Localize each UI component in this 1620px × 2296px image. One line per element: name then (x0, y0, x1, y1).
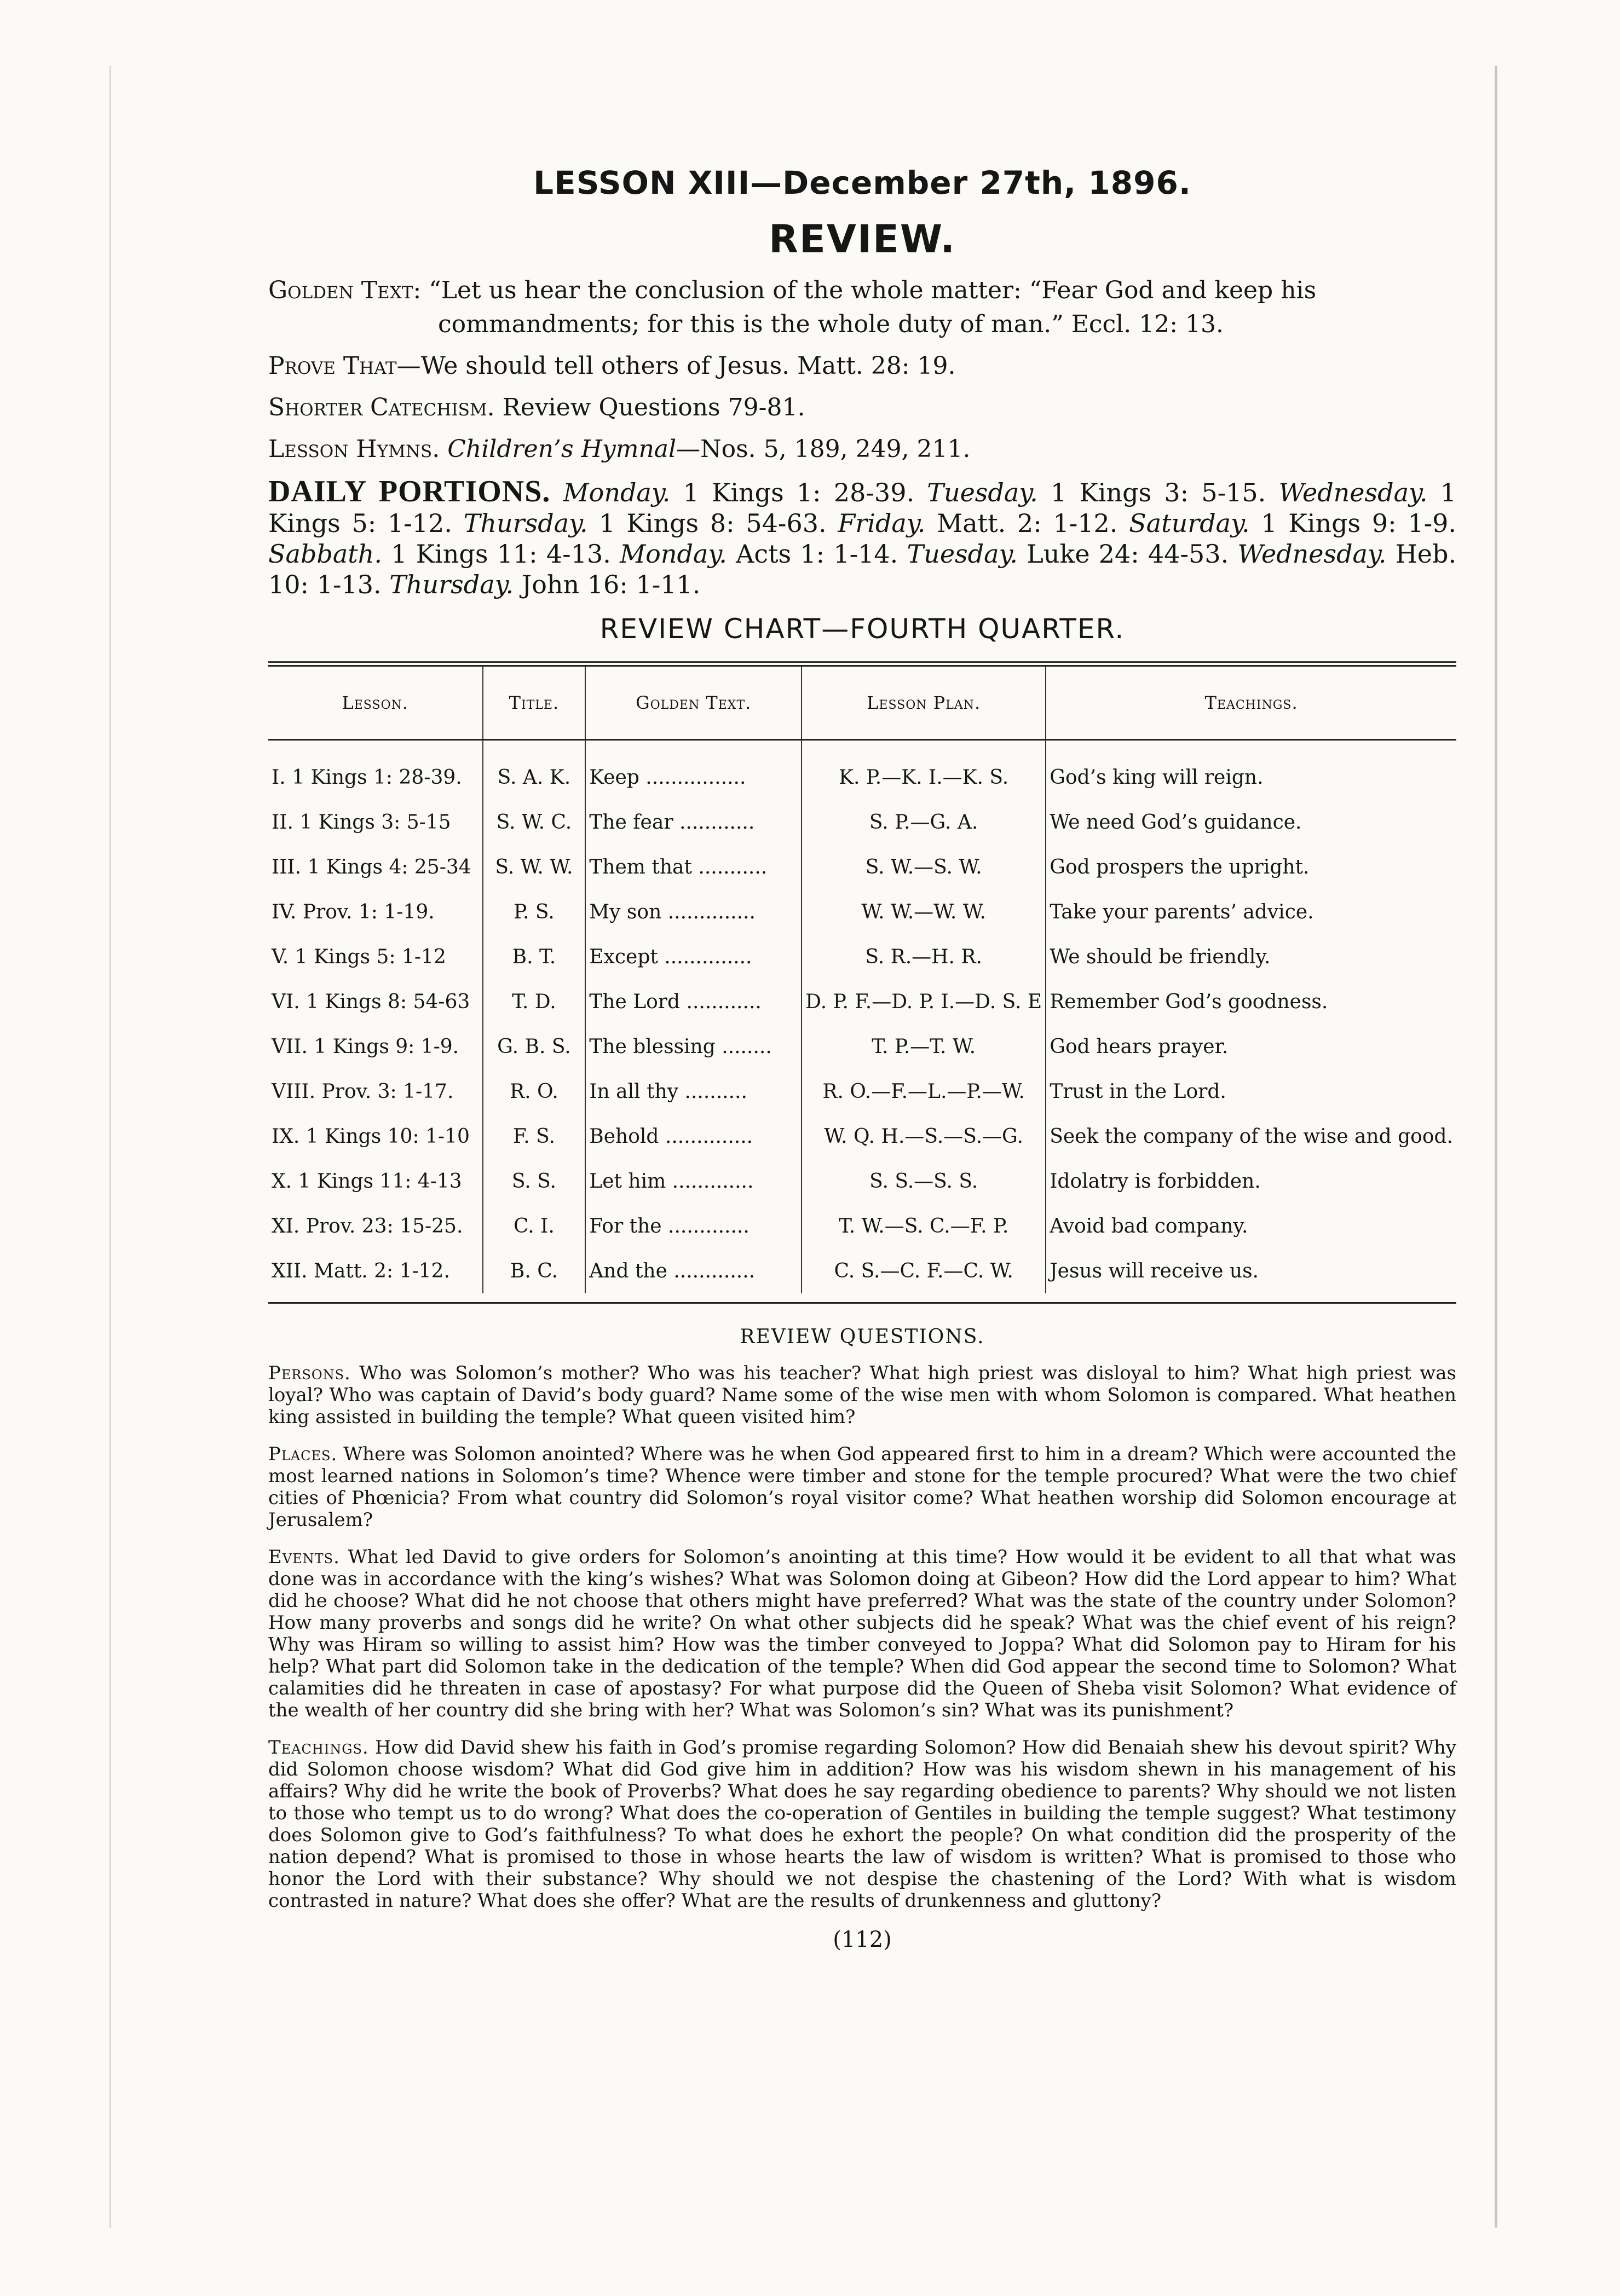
cell-lesson: IV. Prov. 1: 1-19. (272, 900, 435, 923)
chart-row (268, 1248, 1456, 1293)
cell-lesson-plan: K. P.—K. I.—K. S. (802, 740, 1046, 800)
col-title-header: Title. (483, 667, 586, 740)
chart-row (268, 979, 1456, 1024)
cell-golden-text: The fear ............ (585, 800, 802, 845)
chart-header-row (268, 667, 1456, 740)
persons-label: Persons. (268, 1362, 351, 1384)
cell-title: S. S. (483, 1159, 586, 1204)
chart-row (268, 845, 1456, 889)
scan-margin-right (1495, 66, 1497, 2228)
cell-teaching: God hears prayer. (1046, 1024, 1456, 1069)
prove-that-line (268, 349, 1456, 383)
daily-reference: 1 Kings 8: 54-63. (599, 508, 827, 538)
places-text: Where was Solomon anointed? Where was he when God appeared first to him in a dream? Which were accounted the most learned nations in Solomon’s time? Whence were timber and stone for the temple procured? What were the two chief cities of Phœnicia? From what country did Solomon’s royal visitor come? What heathen worship did Solomon encourage at Jerusalem? (268, 1443, 1456, 1531)
cell-lesson: X. 1 Kings 11: 4-13 (272, 1170, 462, 1193)
scan-margin-left (109, 66, 111, 2228)
cell-lesson-plan: S. P.—G. A. (802, 800, 1046, 845)
cell-lesson-plan: W. W.—W. W. (802, 889, 1046, 934)
cell-golden-text: The blessing ........ (585, 1024, 802, 1069)
daily-day: Wednesday. (1278, 478, 1428, 507)
cell-golden-text: Them that ........... (585, 845, 802, 889)
cell-golden-text: In all thy .......... (585, 1069, 802, 1114)
daily-portions (268, 476, 1456, 600)
cell-lesson: XII. Matt. 2: 1-12. (272, 1259, 450, 1282)
cell-title: P. S. (483, 889, 586, 934)
cell-teaching: Take your parents’ advice. (1046, 889, 1456, 934)
cell-lesson-plan: S. S.—S. S. (802, 1159, 1046, 1204)
cell-lesson-plan: W. Q. H.—S.—S.—G. (802, 1114, 1046, 1159)
events-paragraph (268, 1546, 1456, 1721)
cell-title: S. W. C. (483, 800, 586, 845)
review-chart-table (268, 667, 1456, 1293)
events-text: What led David to give orders for Solomon’s anointing at this time? How would it be evident to all that what was done was in accordance with the king’s wishes? What was Solomon doing at Gibeon? How did the Lord appear to him? What did he choose? What did he not choose that others might have preferred? What was the state of the country under Solomon? How many proverbs and songs did he write? On what other subjects did he speak? What was the chief event of his reign? Why was Hiram so willing to assist him? How was the timber conveyed to Joppa? What did Solomon pay to Hiram for his help? What part did Solomon take in the dedication of the temple? When did God appear the second time to Solomon? What calamities did he threaten in case of apostasy? For what purpose did the Queen of Sheba visit Solomon? What evidence of the wealth of her country did she bring with her? What was Solomon’s sin? What was its punishment? (268, 1546, 1456, 1721)
page-number: (112) (833, 1927, 892, 1952)
daily-day: Tuesday. (927, 478, 1038, 507)
daily-reference: 1 Kings 1: 28-39. (683, 478, 915, 507)
cell-teaching: Seek the company of the wise and good. (1046, 1114, 1456, 1159)
persons-text: Who was Solomon’s mother? Who was his teacher? What high priest was disloyal to him? What high priest was loyal? Who was captain of David’s body guard? Name some of the wise men with whom Solomon is compared. What heathen king assisted in building the temple? What queen visited him? (268, 1362, 1457, 1428)
places-paragraph (268, 1443, 1456, 1531)
daily-day: Tuesday. (907, 539, 1018, 569)
cell-lesson: I. 1 Kings 1: 28-39. (272, 766, 462, 789)
cell-title: B. C. (483, 1248, 586, 1293)
chart-row (268, 889, 1456, 934)
teachings-text: How did David shew his faith in God’s promise regarding Solomon? How did Benaiah shew his devout spirit? Why did Solomon choose wisdom? What did God give him in addition? How was his wisdom shewn in his management of his affairs? Why did he write the book of Proverbs? What does he say regarding obedience to parents? Why should we not listen to those who tempt us to do wrong? What does the co-operation of Gentiles in building the temple suggest? What testimony does Solomon give to God’s faithfulness? To what does he exhort the people? On what condition did the prosperity of the nation depend? What is promised to those in whose hearts the law of wisdom is written? What is promised to those who honor the Lord with their substance? Why should we not despise the chastening of the Lord? With what is wisdom contrasted in nature? What does she offer? What are the results of drunkenness and gluttony? (268, 1737, 1456, 1912)
cell-title: R. O. (483, 1069, 586, 1114)
cell-teaching: God prospers the upright. (1046, 845, 1456, 889)
daily-day: Friday. (838, 508, 926, 538)
cell-teaching: Idolatry is forbidden. (1046, 1159, 1456, 1204)
cell-title: F. S. (483, 1114, 586, 1159)
cell-title: G. B. S. (483, 1024, 586, 1069)
catechism-text: Review Questions 79-81. (502, 394, 805, 421)
page-content (268, 164, 1456, 1952)
chart-row (268, 1069, 1456, 1114)
cell-lesson-plan: D. P. F.—D. P. I.—D. S. E (802, 979, 1046, 1024)
cell-golden-text: Let him ............. (585, 1159, 802, 1204)
catechism-line (268, 391, 1456, 425)
cell-golden-text: My son .............. (585, 889, 802, 934)
cell-lesson-plan: R. O.—F.—L.—P.—W. (802, 1069, 1046, 1114)
cell-lesson-plan: C. S.—C. F.—C. W. (802, 1248, 1046, 1293)
cell-golden-text: The Lord ............ (585, 979, 802, 1024)
cell-teaching: Avoid bad company. (1046, 1204, 1456, 1248)
lesson-title: LESSON XIII—December 27th, 1896. (533, 164, 1191, 201)
cell-lesson-plan: T. W.—S. C.—F. P. (802, 1204, 1046, 1248)
review-chart-title: REVIEW CHART—FOURTH QUARTER. (599, 613, 1125, 645)
chart-row (268, 1024, 1456, 1069)
review-heading: REVIEW. (769, 217, 956, 262)
daily-day: Saturday. (1129, 508, 1250, 538)
cell-title: C. I. (483, 1204, 586, 1248)
cell-lesson-plan: S. W.—S. W. (802, 845, 1046, 889)
cell-lesson: III. 1 Kings 4: 25-34 (272, 855, 471, 878)
chart-row (268, 740, 1456, 800)
cell-lesson: XI. Prov. 23: 15-25. (272, 1214, 463, 1237)
cell-golden-text: For the ............. (585, 1204, 802, 1248)
chart-row (268, 1159, 1456, 1204)
daily-reference: Luke 24: 44-53. (1027, 539, 1229, 569)
daily-reference: John 16: 1-11. (521, 570, 701, 599)
cell-lesson: IX. 1 Kings 10: 1-10 (272, 1125, 470, 1148)
golden-text-label: Golden Text: (268, 276, 422, 304)
cell-teaching: Remember God’s goodness. (1046, 979, 1456, 1024)
cell-teaching: God’s king will reign. (1046, 740, 1456, 800)
chart-top-rule (268, 661, 1456, 667)
chart-row (268, 800, 1456, 845)
col-golden-text-header: Golden Text. (585, 667, 802, 740)
cell-lesson: II. 1 Kings 3: 5-15 (272, 811, 451, 834)
cell-lesson-plan: T. P.—T. W. (802, 1024, 1046, 1069)
hymns-line (268, 432, 1456, 466)
chart-row (268, 1114, 1456, 1159)
persons-paragraph (268, 1362, 1456, 1428)
daily-reference: 1 Kings 5: 1-12. (268, 478, 1456, 538)
chart-bottom-rule (268, 1302, 1456, 1304)
daily-day: Monday. (563, 478, 671, 507)
col-teachings-header: Teachings. (1046, 667, 1456, 740)
hymns-label: Lesson Hymns. (268, 435, 440, 463)
hymns-book: Children’s Hymnal (447, 435, 677, 463)
cell-title: S. W. W. (483, 845, 586, 889)
events-label: Events. (268, 1546, 340, 1568)
cell-title: T. D. (483, 979, 586, 1024)
teachings-label: Teachings. (268, 1737, 369, 1759)
cell-lesson: VI. 1 Kings 8: 54-63 (272, 990, 470, 1013)
cell-lesson: V. 1 Kings 5: 1-12 (272, 945, 446, 968)
review-questions-title: REVIEW QUESTIONS. (740, 1326, 985, 1348)
cell-lesson-plan: S. R.—H. R. (802, 934, 1046, 979)
teachings-paragraph (268, 1737, 1456, 1912)
chart-body (268, 740, 1456, 1294)
daily-portions-heading: DAILY PORTIONS. (268, 475, 551, 508)
cell-title: B. T. (483, 934, 586, 979)
daily-reference: Acts 1: 1-14. (736, 539, 898, 569)
cell-golden-text: And the ............. (585, 1248, 802, 1293)
col-lesson-header: Lesson. (268, 667, 483, 740)
daily-day: Thursday. (389, 570, 514, 599)
cell-teaching: Jesus will receive us. (1046, 1248, 1456, 1293)
daily-reference: 1 Kings 11: 4-13. (391, 539, 611, 569)
prove-that-text: —We should tell others of Jesus. Matt. 28: 19. (396, 352, 956, 380)
daily-reference: 1 Kings 9: 1-9. (1261, 508, 1457, 538)
cell-golden-text: Except .............. (585, 934, 802, 979)
daily-day: Thursday. (463, 508, 588, 538)
cell-teaching: We need God’s guidance. (1046, 800, 1456, 845)
cell-golden-text: Behold .............. (585, 1114, 802, 1159)
col-lesson-plan-header: Lesson Plan. (802, 667, 1046, 740)
cell-lesson: VIII. Prov. 3: 1-17. (272, 1080, 454, 1103)
daily-day: Monday. (620, 539, 727, 569)
daily-reference: Heb. 10: 1-13. (268, 539, 1457, 599)
cell-teaching: Trust in the Lord. (1046, 1069, 1456, 1114)
prove-that-label: Prove That (268, 352, 397, 380)
daily-reference: Matt. 2: 1-12. (937, 508, 1118, 538)
catechism-label: Shorter Catechism. (268, 394, 495, 421)
golden-text: “Let us hear the conclusion of the whole matter: “Fear God and keep his commandments; for this is the whole duty of man.” Eccl. 12: 13. (429, 276, 1317, 338)
cell-teaching: We should be friendly. (1046, 934, 1456, 979)
hymns-numbers: —Nos. 5, 189, 249, 211. (676, 435, 971, 463)
daily-reference: 1 Kings 3: 5-15. (1050, 478, 1266, 507)
cell-lesson: VII. 1 Kings 9: 1-9. (272, 1035, 459, 1058)
chart-row (268, 934, 1456, 979)
golden-text-line (268, 274, 1456, 342)
cell-golden-text: Keep ................ (585, 740, 802, 800)
cell-title: S. A. K. (483, 740, 586, 800)
daily-day: Wednesday. (1237, 539, 1387, 569)
chart-row (268, 1204, 1456, 1248)
daily-day: Sabbath. (268, 539, 382, 569)
places-label: Places. (268, 1443, 338, 1465)
